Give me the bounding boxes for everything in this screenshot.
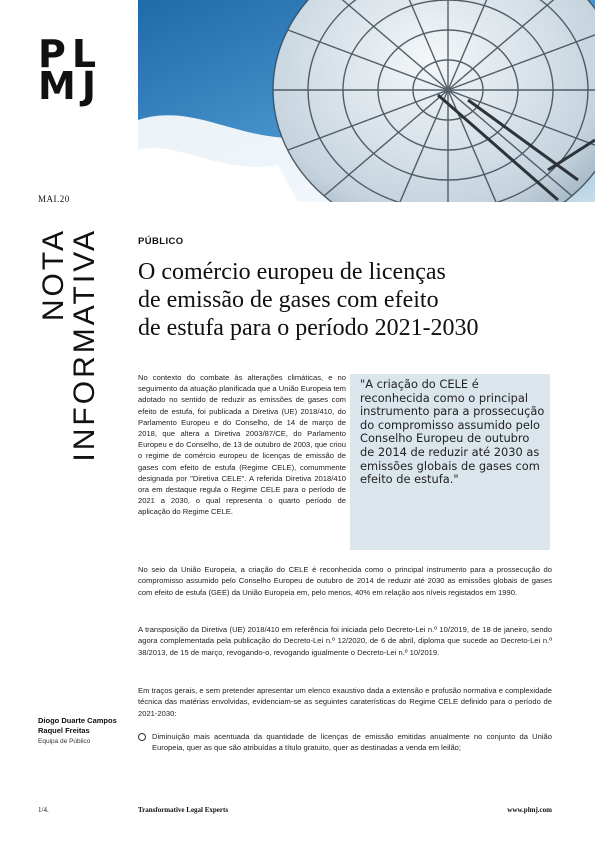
page-title [138,258,558,342]
intro-paragraph: No contexto do combate às alterações climáticas, e no seguimento da atuação planificada que a União Europeia tem adotado no sentido de reduzir as emissões de gases com efeito de estufa, foi publicada a Diretiva (UE) 2018/410, do Parlamento Europeu e do Conselho, de 14 de março de 2018, que altera a Diretiva 2003/87/CE, do Parlamento Europeu e do Conselho, de 13 de outubro de 2003, que criou o regime de comércio europeu de licenças de emissão de gases com efeito de estufa (Regime CELE), comummente designada por "Diretiva CELE". A referida Diretiva 2018/410 ora em destaque regula o Regime CELE para o período de 2021 a 2030, o qual representa o quarto período de aplicação do Regime CELE. [138,373,346,517]
bullet-circle-icon [138,733,146,741]
satellite-dish-illustration [138,0,595,202]
title-line-3: de estufa para o período 2021-2030 [138,315,479,341]
footer-website-link[interactable]: www.plmj.com [507,806,552,814]
issue-date: MAI.20 [38,194,70,204]
plmj-logo [38,32,103,108]
logo-line-1: PL [38,32,103,76]
hero-image [138,0,595,202]
list-item [138,731,552,754]
document-type-label [38,228,102,508]
author-role: Equipa de Público [38,738,91,745]
paragraph-2: No seio da União Europeia, a criação do CELE é reconhecida como o principal instrumento para a prossecução do compromisso assumido pelo Conselho Europeu de outubro de 2014 de reduzir até 2030 as emissões globais de gases com efeito de estufa (GEE) da União Europeia em, pelo menos, 40% em relação aos níveis registados em 1990. [138,565,552,597]
doc-type-line-1: NOTA [37,228,70,322]
page-number: 1/4. [38,806,49,814]
section-label: PÚBLICO [138,236,184,247]
pull-quote-box [350,374,550,550]
title-line-2: de emissão de gases com efeito [138,287,439,313]
logo-line-2: MJ [38,64,102,108]
authors-block [38,716,133,747]
author-name: Diogo Duarte Campos [38,716,117,725]
author-name: Raquel Freitas [38,726,90,735]
pull-quote-text: "A criação do CELE é reconhecida como o principal instrumento para a prossecução do compromisso assumido pelo Conselho Europeu de outubro de 2014 de reduzir até 2030 as emissões globais de gases com efeito de estufa." [360,377,545,487]
list-item-text: Diminuição mais acentuada da quantidade de licenças de emissão emitidas anualmente no conjunto da União Europeia, quer as que são atribuídas a título gratuito, quer as destinadas a venda em leilão; [152,732,552,753]
title-line-1: O comércio europeu de licenças [138,259,446,285]
paragraph-3: A transposição da Diretiva (UE) 2018/410 em referência foi iniciada pelo Decreto-Lei n.º 10/2019, de 18 de janeiro, sendo agora complementada pela publicação do Decreto-Lei n.º 12/2020, de 6 de abril, diploma que sucede ao Decreto-Lei n.º 38/2013, de 15 de março, revogando-o, revogando igualmente o Decreto-Lei n.º 10/2019. [138,625,552,657]
footer-tagline: Transformative Legal Experts [138,806,229,814]
paragraph-4: Em traços gerais, e sem pretender apresentar um elenco exaustivo dada a extensão e profusão normativa e complexidade técnica das matérias envolvidas, evidenciam-se as seguintes caraterísticas do Regime CELE definido para o período de 2021-2030: [138,686,552,718]
doc-type-line-2: INFORMATIVA [68,228,101,462]
